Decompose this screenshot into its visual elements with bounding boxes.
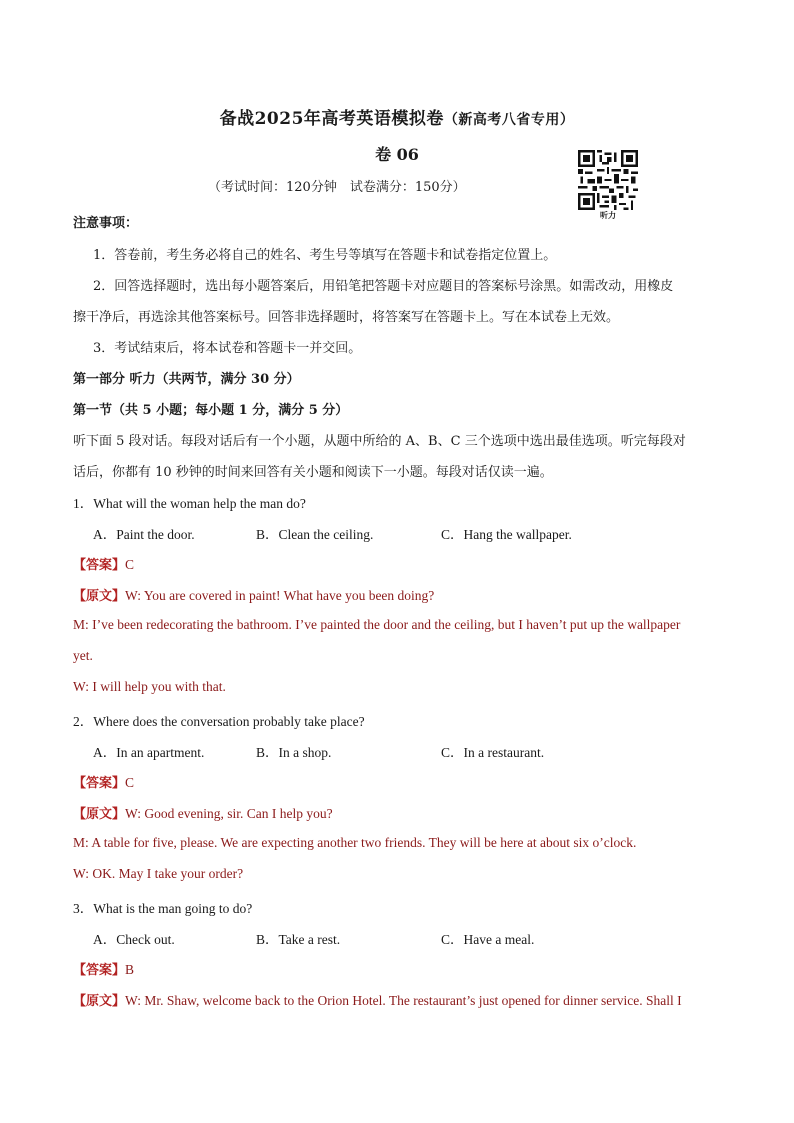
section1-instructions-cont: 话后，你都有 10 秒钟的时间来回答有关小题和阅读下一小题。每段对话仅读一遍。 (73, 465, 553, 480)
note-item-1: 1．答卷前，考生务必将自己的姓名、考生号等填写在答题卡和试卷指定位置上。 (93, 248, 557, 263)
note-item-2-cont: 擦干净后，再选涂其他答案标号。回答非选择题时，将答案写在答题卡上。写在本试卷上无效。 (73, 310, 620, 325)
exam-info: （考试时间：120分钟 试卷满分：150分） (208, 180, 466, 195)
q3-option-b[interactable]: B．Take a rest. (256, 932, 341, 947)
section1-instructions: 听下面 5 段对话。每段对话后有一个小题，从题中所给的 A、B、C 三个选项中选出最佳选项。听完每段对 (73, 434, 686, 449)
paper-number: 卷 06 (375, 145, 419, 164)
q2-transcript-line-3: W: OK. May I take your order? (73, 866, 244, 881)
q1-option-c[interactable]: C．Hang the wallpaper. (441, 527, 572, 542)
note-item-2: 2．回答选择题时，选出每小题答案后，用铅笔把答题卡对应题目的答案标号涂黑。如需改动，用橡皮 (93, 279, 674, 294)
q2-option-c[interactable]: C．In a restaurant. (441, 745, 545, 760)
q2-transcript-line-2: M: A table for five, please. We are expecting another two friends. They will be here at about six o’clock. (73, 835, 637, 850)
q2-answer: 【答案】C (73, 775, 135, 791)
q2-option-b[interactable]: B．In a shop. (256, 745, 332, 760)
q2-transcript-line-1: 【原文】W: Good evening, sir. Can I help you? (73, 806, 333, 822)
q3-option-c[interactable]: C．Have a meal. (441, 932, 535, 947)
q3-answer: 【答案】B (73, 962, 135, 978)
note-item-3: 3．考试结束后，将本试卷和答题卡一并交回。 (93, 341, 362, 356)
section1-heading: 第一节（共 5 小题；每小题 1 分，满分 5 分） (73, 403, 349, 418)
notes-heading: 注意事项： (73, 216, 139, 231)
q1-option-a[interactable]: A．Paint the door. (93, 527, 195, 542)
q1-answer: 【答案】C (73, 557, 135, 573)
page-title: 备战2025年高考英语模拟卷（新高考八省专用） (219, 109, 575, 129)
question-3: 3．What is the man going to do? (73, 901, 253, 916)
question-2: 2．Where does the conversation probably take place? (73, 714, 365, 729)
qr-code-icon[interactable] (578, 150, 638, 210)
q3-transcript-line-1: 【原文】W: Mr. Shaw, welcome back to the Orion Hotel. The restaurant’s just opened for dinner service. Shall I (73, 993, 682, 1009)
q1-transcript-line-3: W: I will help you with that. (73, 679, 226, 694)
q1-transcript-line-1: 【原文】W: You are covered in paint! What have you been doing? (73, 588, 435, 604)
part1-heading: 第一部分 听力（共两节，满分 30 分） (73, 372, 300, 387)
q1-transcript-line-2: M: I’ve been redecorating the bathroom. I’ve painted the door and the ceiling, but I haven’t put up the wallpaper (73, 617, 681, 632)
q1-transcript-line-2-cont: yet. (73, 648, 93, 663)
q3-option-a[interactable]: A．Check out. (93, 932, 175, 947)
q2-option-a[interactable]: A．In an apartment. (93, 745, 205, 760)
question-1: 1．What will the woman help the man do? (73, 496, 306, 511)
qr-label: 听力 (600, 210, 616, 220)
q1-option-b[interactable]: B．Clean the ceiling. (256, 527, 374, 542)
